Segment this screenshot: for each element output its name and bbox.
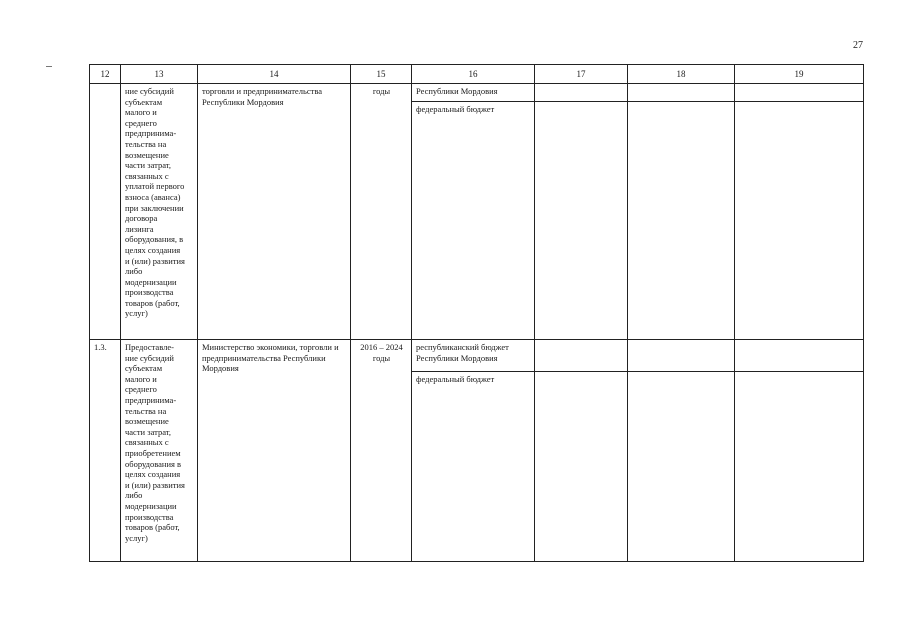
funding-source-cell: Республики Мордовия xyxy=(412,84,535,102)
column-header: 16 xyxy=(412,65,535,84)
column-header: 14 xyxy=(198,65,351,84)
margin-mark xyxy=(46,66,52,67)
column-header: 19 xyxy=(735,65,864,84)
value-cell xyxy=(735,84,864,102)
column-header: 12 xyxy=(90,65,121,84)
value-cell xyxy=(535,102,628,340)
funding-source-cell: федеральный бюджет xyxy=(412,102,535,340)
measure-name-cell: Предоставле- ние субсидий субъектам малого и среднего предпринима- тельства на возмещение части затрат, связанных с приобретением оборудования в целях создания и (или) развития либо модернизации производства товаров (работ, услуг) xyxy=(121,340,198,562)
value-cell xyxy=(628,84,735,102)
row-number-cell: 1.3. xyxy=(90,340,121,562)
executor-cell: торговли и предпринимательства Республики Мордовия xyxy=(198,84,351,340)
measure-name-cell: ние субсидий субъектам малого и среднего предпринима- тельства на возмещение части затрат, связанных с уплатой первого взноса (аванса) при заключении договора лизинга оборудования, в целях создания и (или) развития либо модернизации производства товаров (работ, услуг) xyxy=(121,84,198,340)
column-header: 17 xyxy=(535,65,628,84)
column-header: 15 xyxy=(351,65,412,84)
row-number-cell xyxy=(90,84,121,340)
value-cell xyxy=(735,372,864,562)
value-cell xyxy=(535,340,628,372)
funding-source-cell: федеральный бюджет xyxy=(412,372,535,562)
value-cell xyxy=(735,102,864,340)
table-row xyxy=(90,84,864,102)
header-row xyxy=(90,65,864,84)
value-cell xyxy=(535,84,628,102)
value-cell xyxy=(735,340,864,372)
column-header: 18 xyxy=(628,65,735,84)
budget-table xyxy=(89,64,864,562)
period-cell: 2016 – 2024 годы xyxy=(351,340,412,562)
period-cell: годы xyxy=(351,84,412,340)
table-row xyxy=(90,340,864,372)
value-cell xyxy=(628,372,735,562)
page-number: 27 xyxy=(853,40,863,51)
value-cell xyxy=(535,372,628,562)
value-cell xyxy=(628,340,735,372)
column-header: 13 xyxy=(121,65,198,84)
executor-cell: Министерство экономики, торговли и предпринимательства Республики Мордовия xyxy=(198,340,351,562)
funding-source-cell: республиканский бюджет Республики Мордовия xyxy=(412,340,535,372)
value-cell xyxy=(628,102,735,340)
